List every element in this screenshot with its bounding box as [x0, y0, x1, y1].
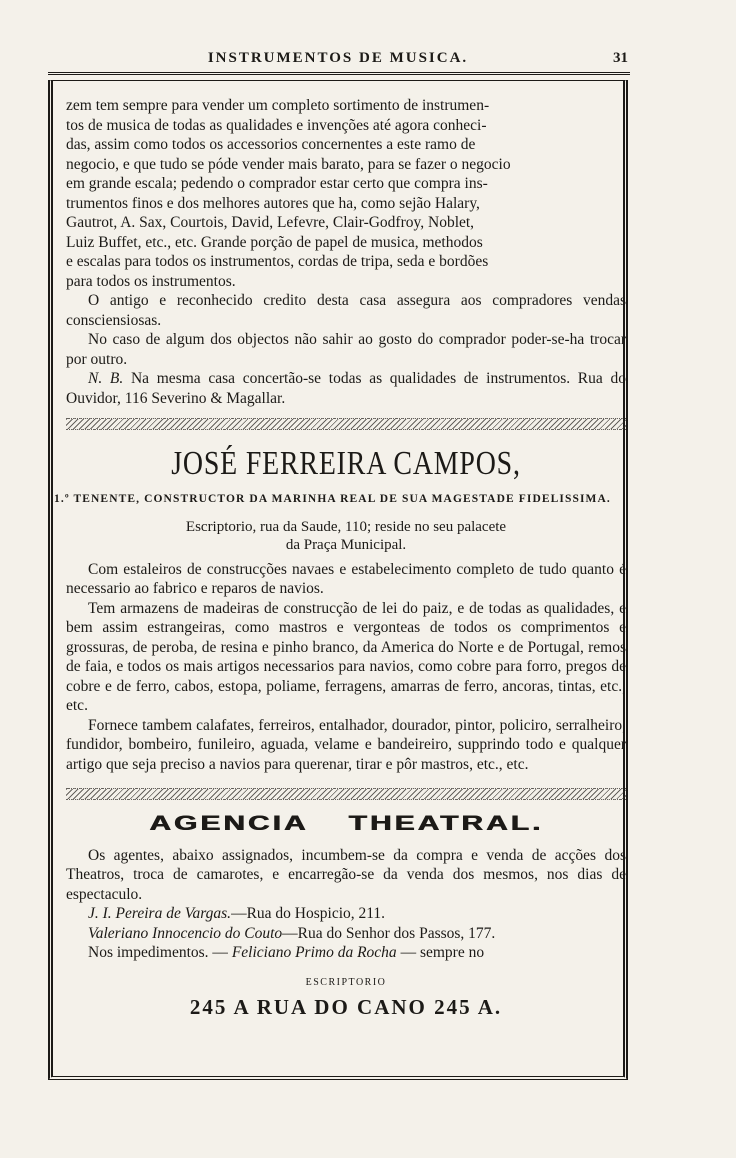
ad-ferreira-campos: [54, 444, 626, 774]
ad2-paragraph-timber: Tem armazens de madeiras de construcção de lei do paiz, e de todas as qualidades, e bem assim estrangeiras, como mastros e vergonteas de todos os comprimentos e grossuras, de peroba, de resina e pinho branco, da America do Norte e de Portugal, remos de faia, e todos os mais artigos necessarios para navios, como cobre para forro, pregos de cobre e de ferro, cabos, estopa, poliame, ferragens, amarras de ferro, ancoras, tintas, etc., etc.: [66, 599, 626, 714]
agent-name: J. I. Pereira de Vargas.: [88, 905, 232, 922]
ad1-line: em grande escala; pedendo o comprador estar certo que compra ins-: [66, 175, 488, 192]
page-content: [54, 96, 626, 1019]
theatral-word: THEATRAL.: [348, 812, 544, 836]
ad-agencia-theatral: [66, 814, 626, 1018]
ad1-line: tos de musica de todas as qualidades e invenções até agora conheci-: [66, 116, 487, 134]
ad1-line: zem tem sempre para vender um completo sortimento de instrumen-: [66, 97, 490, 114]
ad1-line: negocio, e que tudo se póde vender mais barato, para se fazer o negocio: [66, 155, 511, 173]
agent-address: —Rua do Senhor dos Passos, 177.: [282, 924, 496, 942]
ad1-line: trumentos finos e dos melhores autores que ha, como sejão Halary,: [66, 194, 480, 212]
office-label: ESCRIPTORIO: [305, 976, 387, 988]
office-address: [66, 518, 626, 554]
ad1-line: Luiz Buffet, etc., etc. Grande porção de papel de musica, methodos: [66, 233, 483, 251]
ad1-paragraph-nb: [66, 369, 626, 408]
ad1-line: para todos os instrumentos.: [66, 272, 236, 290]
agent-pre: Nos impedimentos. —: [88, 944, 232, 961]
ad1-paragraph-credit: O antigo e reconhecido credito desta casa assegura aos compradores vendas consciensiosas.: [66, 292, 626, 329]
agent-name: Feliciano Primo da Rocha: [231, 944, 397, 961]
agencia-word: AGENCIA: [148, 812, 309, 836]
office-line: Escriptorio, rua da Saude, 110; reside no seu palacete: [185, 518, 507, 535]
agent-post: — sempre no: [396, 944, 485, 961]
advertiser-name: JOSÉ FERREIRA CAMPOS,: [171, 445, 521, 482]
ad3-paragraph: Os agentes, abaixo assignados, incumbem-se da compra e venda de acções dos Theatros, troca de camarotes, e encarregão-se da venda dos mesmos, nos dias de espectaculo.: [66, 846, 626, 903]
ad2-paragraph-services: Fornece tambem calafates, ferreiros, entalhador, dourador, pintor, policiro, serralheiro, fundidor, bombeiro, funileiro, aguada, velame e bandeireiro, supprindo todo e qualquer artigo que seja preciso a navios para querenar, tirar e pôr mastros, etc., etc.: [66, 716, 626, 773]
advertiser-rank: 1.º TENENTE, CONSTRUCTOR DA MARINHA REAL DE SUA MAGESTADE FIDELISSIMA.: [54, 493, 611, 505]
agent-1: [66, 904, 626, 924]
agencia-title: [66, 814, 626, 834]
nb-text: Na mesma casa concertão-se todas as qualidades de instrumentos. Rua do Ouvidor, 116 Severino & Magallar.: [66, 370, 626, 407]
ornamental-divider: [66, 418, 626, 430]
agent-name: Valeriano Innocencio do Couto: [88, 924, 283, 942]
ad1-line: e escalas para todos os instrumentos, cordas de tripa, seda e bordões: [66, 253, 489, 270]
ad2-paragraph-shipyards: Com estaleiros de construcções navaes e estabelecimento completo de tudo quanto é necessario ao fabrico e reparos de navios.: [66, 560, 626, 597]
office-line: da Praça Municipal.: [285, 536, 407, 553]
ad-music-instruments: [66, 96, 626, 408]
agent-3: [66, 943, 626, 963]
ad1-line: Gautrot, A. Sax, Courtois, David, Lefevre, Clair-Godfroy, Noblet,: [66, 214, 475, 231]
ad1-line: das, assim como todos os accessorios concernentes a este ramo de: [66, 136, 476, 153]
page-header: [48, 40, 628, 70]
page-number: 31: [613, 50, 628, 66]
running-title: INSTRUMENTOS DE MUSICA.: [207, 50, 469, 66]
ornamental-divider: [66, 788, 626, 800]
header-rule: [48, 72, 630, 75]
office-street-address: 245 A RUA DO CANO 245 A.: [189, 995, 503, 1019]
nb-label: N. B.: [88, 370, 124, 387]
agent-address: —Rua do Hospicio, 211.: [231, 905, 386, 922]
ad1-paragraph-exchange: No caso de algum dos objectos não sahir ao gosto do comprador poder-se-ha trocar por outro.: [66, 331, 626, 368]
agent-2: [66, 924, 626, 944]
